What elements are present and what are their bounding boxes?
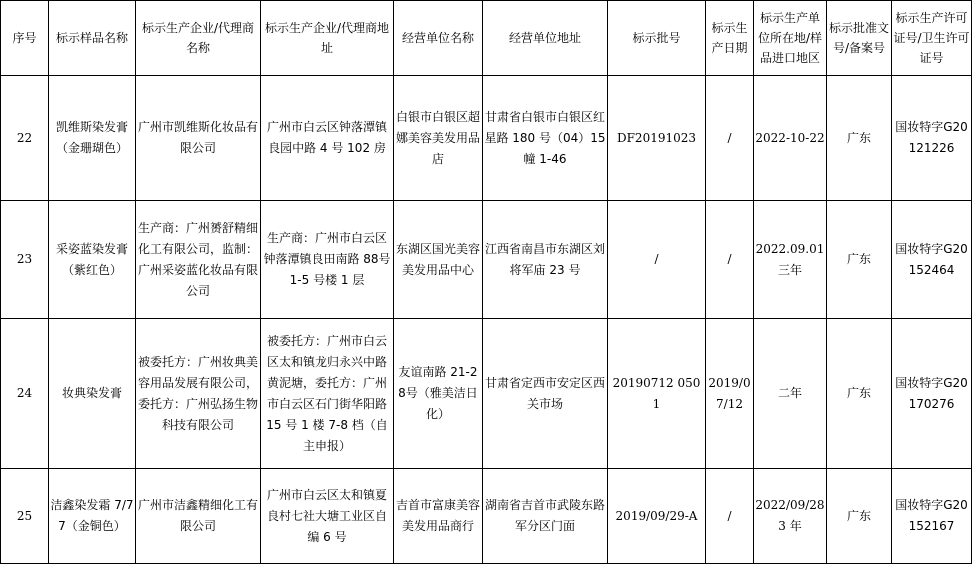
cell-approval: 国妆特字G20121226 xyxy=(892,76,972,201)
header-cell-product: 标示样品名称 xyxy=(49,1,136,76)
cell-no: 25 xyxy=(1,469,49,564)
cell-region: 广东 xyxy=(827,201,892,319)
header-cell-manufacturer: 标示生产企业/代理商名称 xyxy=(136,1,261,76)
cell-approval: 国妆特字G20152167 xyxy=(892,469,972,564)
header-row xyxy=(1,1,972,76)
cell-seller-address: 湖南省吉首市武陵东路军分区门面 xyxy=(483,469,608,564)
cell-seller-address: 江西省南昌市东湖区刘将军庙 23 号 xyxy=(483,201,608,319)
cell-product: 采姿蓝染发膏（紫红色） xyxy=(49,201,136,319)
cell-batch: 20190712 0501 xyxy=(608,319,706,469)
cell-manufacturer: 生产商：广州赟舒精细化工有限公司，监制：广州采姿蓝化妆品有限公司 xyxy=(136,201,261,319)
header-cell-seller-address: 经营单位地址 xyxy=(483,1,608,76)
cell-batch: / xyxy=(608,201,706,319)
table-row xyxy=(1,469,972,564)
header-cell-production-date: 标示生产日期 xyxy=(706,1,754,76)
cell-seller: 白银市白银区超娜美容美发用品店 xyxy=(394,76,483,201)
cell-batch: DF20191023 xyxy=(608,76,706,201)
cell-manufacturer-address: 生产商：广州市白云区钟落潭镇良田南路 88号 1-5 号楼 1 层 xyxy=(261,201,394,319)
cell-manufacturer: 被委托方：广州妆典美容用品发展有限公司，委托方：广州弘扬生物科技有限公司 xyxy=(136,319,261,469)
cell-product: 妆典染发膏 xyxy=(49,319,136,469)
header-cell-batch: 标示批号 xyxy=(608,1,706,76)
cell-product: 凯维斯染发膏（金珊瑚色） xyxy=(49,76,136,201)
table-row xyxy=(1,319,972,469)
cell-no: 23 xyxy=(1,201,49,319)
cell-expiry: 二年 xyxy=(754,319,827,469)
cell-expiry: 2022/09/28 3 年 xyxy=(754,469,827,564)
cell-region: 广东 xyxy=(827,319,892,469)
cell-no: 22 xyxy=(1,76,49,201)
cell-manufacturer-address: 广州市白云区太和镇夏良村七社大塘工业区自编 6 号 xyxy=(261,469,394,564)
cell-manufacturer-address: 被委托方：广州市白云区太和镇龙归永兴中路黄泥塘，委托方：广州市白云区石门街华阳路 15 号 1 楼 7-8 档（自主申报） xyxy=(261,319,394,469)
cell-manufacturer: 广州市洁鑫精细化工有限公司 xyxy=(136,469,261,564)
cell-region: 广东 xyxy=(827,469,892,564)
cell-production-date: / xyxy=(706,201,754,319)
cell-no: 24 xyxy=(1,319,49,469)
cell-seller-address: 甘肃省定西市安定区西关市场 xyxy=(483,319,608,469)
cell-production-date: / xyxy=(706,76,754,201)
cell-approval: 国妆特字G20152464 xyxy=(892,201,972,319)
header-cell-approval: 标示批准文号/备案号 xyxy=(827,1,892,76)
cell-batch: 2019/09/29-A xyxy=(608,469,706,564)
cell-region: 广东 xyxy=(827,76,892,201)
cell-manufacturer: 广州市凯维斯化妆品有限公司 xyxy=(136,76,261,201)
cell-seller: 友谊南路 21-28号（雅美洁日化） xyxy=(394,319,483,469)
header-cell-license: 标示生产许可证号/卫生许可证号 xyxy=(892,1,972,76)
cell-seller: 吉首市富康美容美发用品商行 xyxy=(394,469,483,564)
table-row xyxy=(1,76,972,201)
cell-approval: 国妆特字G20170276 xyxy=(892,319,972,469)
header-cell-no: 序号 xyxy=(1,1,49,76)
cell-expiry: 2022-10-22 xyxy=(754,76,827,201)
cell-production-date: 2019/07/12 xyxy=(706,319,754,469)
cell-manufacturer-address: 广州市白云区钟落潭镇良园中路 4 号 102 房 xyxy=(261,76,394,201)
header-cell-region: 标示生产单位所在地/样品进口地区 xyxy=(754,1,827,76)
header-cell-seller: 经营单位名称 xyxy=(394,1,483,76)
cell-seller: 东湖区国光美容美发用品中心 xyxy=(394,201,483,319)
header-cell-manufacturer-address: 标示生产企业/代理商地址 xyxy=(261,1,394,76)
cell-seller-address: 甘肃省白银市白银区红星路 180 号（04）15 幢 1-46 xyxy=(483,76,608,201)
cell-product: 洁鑫染发霜 7/77（金铜色） xyxy=(49,469,136,564)
cell-production-date: / xyxy=(706,469,754,564)
table-row xyxy=(1,201,972,319)
cell-expiry: 2022.09.01 三年 xyxy=(754,201,827,319)
